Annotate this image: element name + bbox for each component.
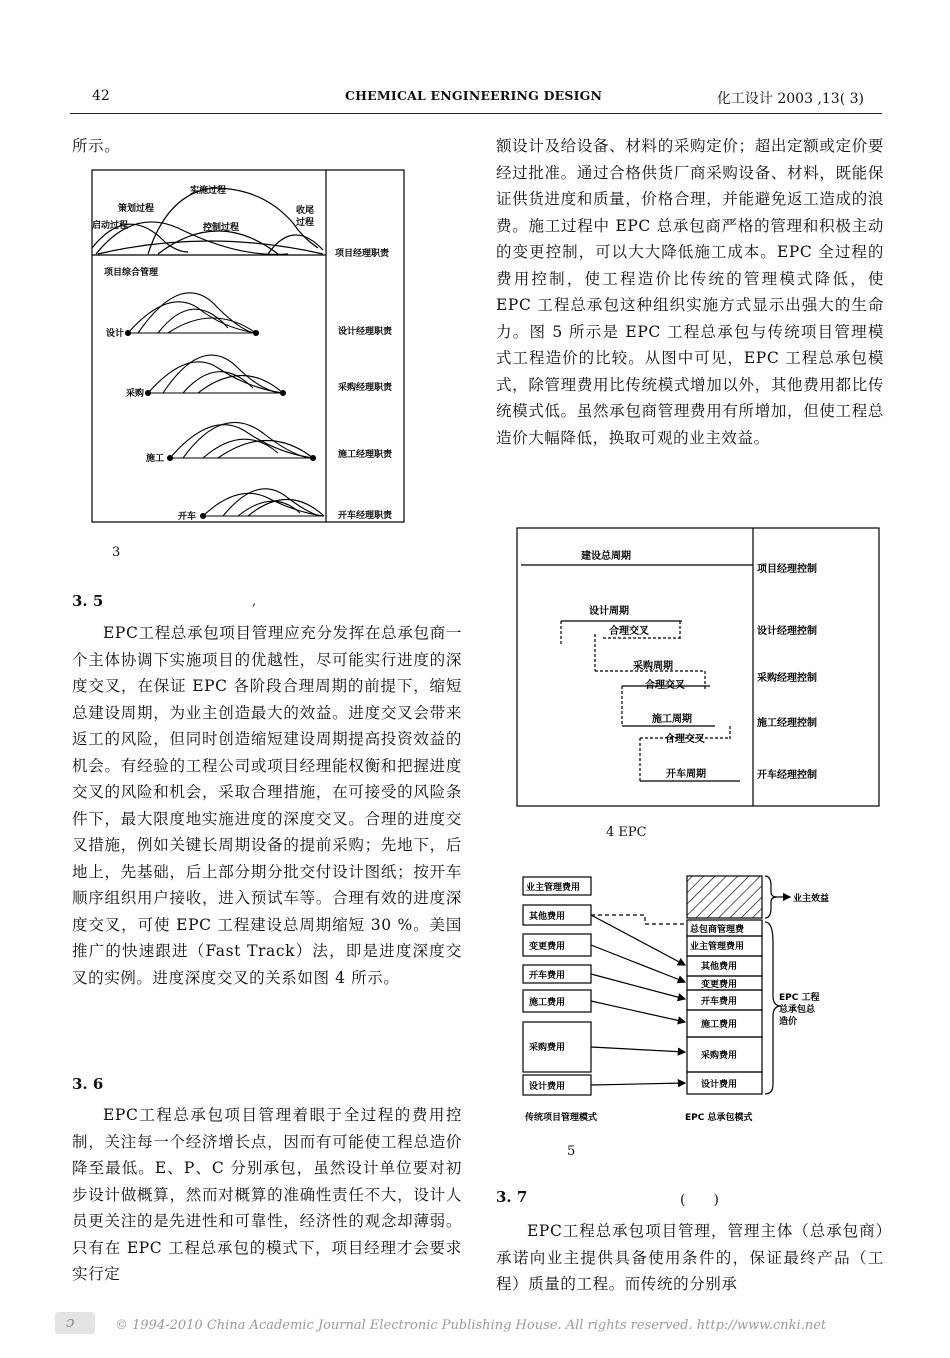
fig5-left-6: 设计费用 xyxy=(529,1082,566,1092)
fig5-right-4: 开车费用 xyxy=(701,997,738,1007)
fig3-row-procurement-right: 采购经理职责 xyxy=(338,383,393,393)
fig5-epc-total-3: 造价 xyxy=(779,1017,798,1027)
fig3-row-procurement xyxy=(146,355,286,395)
page-number: 42 xyxy=(92,88,110,104)
fig3-row-procurement-left: 采购 xyxy=(126,389,145,399)
fig4-control-design: 设计经理控制 xyxy=(757,626,817,637)
fig4-commissioning-period: 开车周期 xyxy=(666,769,706,780)
section-3-6-number: 3. 6 xyxy=(72,1075,104,1093)
fig3-implementation: 实施过程 xyxy=(190,186,227,196)
section-3-6-paragraph: EPC工程总承包项目管理着眼于全过程的费用控制，关注每一个经济增长点，因而有可能使工程总造价降至最低。E、P、C 分别承包，虽然设计单位要对初步设计做概算，然而对概算的准确性责任不大，设计人员更关注的是先进性和可靠性，经济性的观念却薄弱。只有在 EPC 工程总承包的模式下，项目经理才会要求实行定 xyxy=(72,1106,462,1283)
fig5-right-0: 总包商管理费 xyxy=(690,925,745,935)
fig3-row-commissioning-left: 开车 xyxy=(178,512,197,522)
fig5-right-2: 其他费用 xyxy=(701,962,738,972)
fig5-left-label: 传统项目管理模式 xyxy=(525,1113,598,1123)
fig5-right-1: 业主管理费用 xyxy=(690,942,745,952)
right-top-paragraph: 额设计及给设备、材料的采购定价；超出定额或定价要经过批准。通过合格供货厂商采购设备、材料，既能保证供货进度和质量，价格合理，并能避免返工造成的浪费。施工过程中 EPC 总承包商严格的管理和积极主动的变更控制，可以大大降低施工成本。EPC 全过程的费用控制，使工程造价比传统的管理模式降低，使 EPC 工程总承包这种组织实施方式显示出强大的生命力。图 5 所示是 EPC 工程总承包与传统项目管理模式工程造价的比较。从图中可见，EPC 工程总承包模式，除管理费用比传统模式增加以外，其他费用都比传统模式低。虽然承包商管理费用有所增加，但使工程总造价大幅降低，换取可观的业主效益。 xyxy=(496,137,884,447)
fig4-procurement-period: 采购周期 xyxy=(633,661,673,672)
section-3-7-body xyxy=(496,1218,884,1298)
cnki-logo-icon: ɔ xyxy=(55,1312,95,1334)
figure-5 xyxy=(515,872,860,1130)
fig4-total-period: 建设总周期 xyxy=(581,551,631,562)
fig5-right-7: 设计费用 xyxy=(701,1080,738,1090)
right-top-body xyxy=(496,133,884,451)
section-3-5-body xyxy=(72,620,462,991)
header-rule xyxy=(70,113,882,114)
running-header xyxy=(70,88,882,112)
fig3-pm-duty: 项目经理职责 xyxy=(335,249,390,259)
section-3-5-number: 3. 5 xyxy=(72,592,104,610)
fig3-row-construction xyxy=(168,422,316,460)
fig5-left-3: 开车费用 xyxy=(529,971,566,981)
fig5-right-6: 采购费用 xyxy=(701,1051,738,1061)
fig4-control-pm: 项目经理控制 xyxy=(757,564,817,575)
fig5-left-2: 变更费用 xyxy=(529,942,566,952)
section-3-7-number: 3. 7 xyxy=(496,1188,528,1206)
fig3-planning: 策划过程 xyxy=(118,204,155,214)
fig3-row-commissioning-right: 开车经理职责 xyxy=(338,511,393,521)
section-3-5-mark: , xyxy=(252,594,257,609)
fig3-row-construction-left: 施工 xyxy=(146,454,165,464)
section-3-7-paragraph: EPC工程总承包项目管理，管理主体（总承包商）承诺向业主提供具备使用条件的，保证最终产品（工程）质量的工程。而传统的分别承 xyxy=(496,1222,884,1293)
fig4-construction-period: 施工周期 xyxy=(652,714,692,725)
section-3-5-paragraph: EPC工程总承包项目管理应充分发挥在总承包商一个主体协调下实施项目的优越性，尽可能实行进度的深度交叉，在保证 EPC 各阶段合理周期的前提下，缩短总建设周期，为业主创造最大的效益。进度交叉会带来返工的风险，但同时创造缩短建设周期提高投资效益的机会。有经验的工程公司或项目经理能权衡和把握进度交叉的风险和机会，采取合理措施，在可接受的风险条件下，最大限度地实施进度的深度交叉。合理的进度交叉措施，例如关键长周期设备的提前采购；先地下，后地上，先基础，后上部分期分批交付设计图纸；按开车顺序组织用户接收，进入预试车等。合理有效的进度深度交叉，可使 EPC 工程建设总周期缩短 30 %。美国推广的快速跟进（Fast Track）法，即是进度深度交叉的实例。进度深度交叉的关系如图 4 所示。 xyxy=(72,624,462,987)
fig4-design-period: 设计周期 xyxy=(589,606,629,617)
fig5-right-label: EPC 总承包模式 xyxy=(685,1113,753,1123)
left-top-text: 所示。 xyxy=(72,137,121,155)
fig4-overlap-1: 合理交叉 xyxy=(609,626,649,637)
figure-5-caption: 5 xyxy=(567,1144,576,1159)
fig3-row-construction-right: 施工经理职责 xyxy=(338,450,393,460)
copyright-footer: © 1994-2010 China Academic Journal Electronic Publishing House. All rights reserved. http://www.cnki.net xyxy=(115,1318,827,1333)
fig3-row-design-left: 设计 xyxy=(106,329,125,339)
fig5-epc-total-1: EPC 工程 xyxy=(779,993,820,1003)
fig4-control-commissioning: 开车经理控制 xyxy=(757,770,817,781)
fig5-right-3: 变更费用 xyxy=(701,980,738,990)
fig5-left-1: 其他费用 xyxy=(529,912,566,922)
fig3-initiation: 启动过程 xyxy=(92,221,129,231)
fig5-left-4: 施工费用 xyxy=(529,998,566,1008)
fig3-integrated: 项目综合管理 xyxy=(104,268,159,278)
fig3-row-design xyxy=(126,293,259,336)
section-3-7-paren: ( ) xyxy=(680,1192,719,1208)
fig3-control: 控制过程 xyxy=(203,223,240,233)
journal-title: CHEMICAL ENGINEERING DESIGN xyxy=(345,88,603,103)
fig3-row-design-right: 设计经理职责 xyxy=(338,327,393,337)
fig5-right-5: 施工费用 xyxy=(701,1020,738,1030)
fig3-closing-1: 收尾 xyxy=(296,206,315,216)
fig4-overlap-3: 合理交叉 xyxy=(665,734,705,745)
fig5-epc-total-2: 总承包总 xyxy=(779,1005,816,1015)
figure-3-caption: 3 xyxy=(112,545,121,560)
fig3-row-commissioning xyxy=(201,489,325,519)
fig5-owner-benefit: 业主效益 xyxy=(793,894,830,904)
section-3-6-body xyxy=(72,1102,462,1288)
figure-4 xyxy=(515,526,885,809)
journal-issue: 化工设计 2003 ,13( 3) xyxy=(716,91,864,107)
fig4-overlap-2: 合理交叉 xyxy=(645,680,685,691)
fig5-left-5: 采购费用 xyxy=(529,1043,566,1053)
fig4-control-procurement: 采购经理控制 xyxy=(757,673,817,684)
figure-3 xyxy=(88,168,410,526)
fig3-closing-2: 过程 xyxy=(296,218,315,228)
fig4-control-construction: 施工经理控制 xyxy=(757,718,817,729)
figure-4-caption: 4 EPC xyxy=(606,825,647,840)
fig5-left-0: 业主管理费用 xyxy=(526,883,581,893)
